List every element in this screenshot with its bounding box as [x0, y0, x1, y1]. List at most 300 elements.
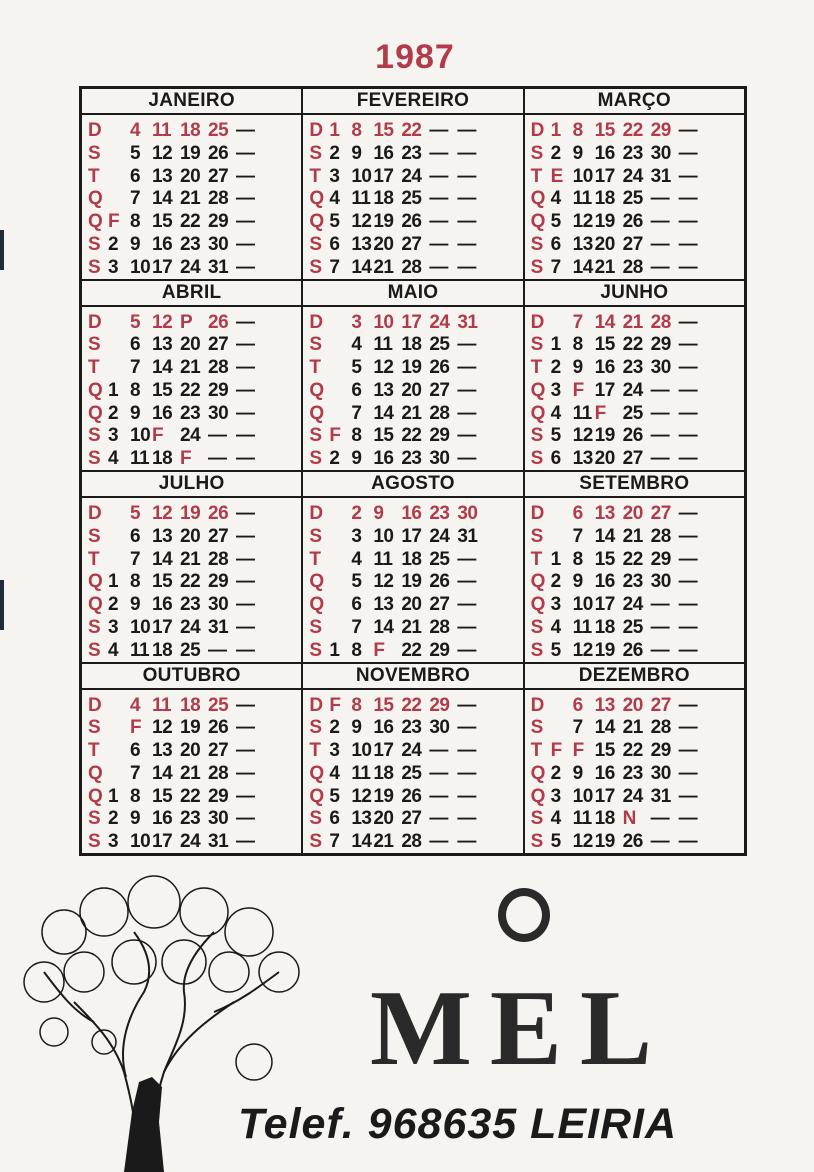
day-cell: 5 — [130, 142, 141, 164]
day-cell: 11 — [572, 188, 592, 210]
day-cell: — — [429, 165, 448, 187]
day-cell: 26 — [208, 142, 229, 164]
day-cell: 26 — [401, 211, 422, 232]
day-cell — [551, 504, 573, 523]
weekday-label: S — [88, 448, 101, 469]
day-cell: 23 — [401, 448, 422, 469]
weekday-label: Q — [88, 188, 103, 210]
week-row — [309, 504, 518, 523]
day-cell: 3 — [550, 785, 561, 807]
weekday-label: S — [88, 525, 101, 547]
day-cell: 13 — [594, 694, 615, 716]
day-cell: 16 — [152, 808, 173, 830]
day-cell: 29 — [650, 740, 671, 761]
day-cell: 11 — [130, 639, 150, 661]
day-cell: 5 — [550, 831, 561, 852]
day-cell: 23 — [622, 357, 643, 378]
day-cell: 29 — [650, 548, 671, 570]
month-name: MAIO — [303, 281, 522, 307]
day-cell — [108, 358, 130, 377]
week-row — [531, 641, 740, 660]
weekday-label: S — [88, 639, 101, 661]
day-cell: 25 — [622, 616, 643, 638]
day-cell: 2 — [351, 503, 362, 524]
day-cell: 27 — [208, 525, 229, 547]
day-cell: — — [457, 256, 476, 278]
day-cell: 29 — [429, 639, 450, 661]
day-cell: 6 — [329, 808, 340, 830]
week-row — [309, 144, 518, 163]
day-cell: — — [236, 142, 255, 164]
contact-line: Telef. 968635 LEIRIA — [238, 1100, 678, 1148]
day-cell: — — [457, 165, 476, 187]
day-cell: — — [457, 831, 476, 852]
day-cell: 30 — [208, 594, 229, 615]
day-cell: 19 — [180, 717, 201, 739]
day-cell: 1 — [550, 334, 561, 356]
month-block — [524, 471, 745, 663]
day-cell — [108, 527, 130, 546]
day-cell: 6 — [130, 740, 141, 761]
week-row — [88, 121, 297, 140]
week-row — [309, 718, 518, 737]
day-cell: — — [457, 120, 476, 141]
day-cell: 29 — [429, 425, 450, 447]
day-cell: — — [678, 425, 698, 447]
week-row — [531, 718, 740, 737]
day-cell: — — [457, 717, 476, 739]
day-cell: 3 — [108, 425, 119, 447]
day-cell: 20 — [622, 694, 643, 716]
weekday-label: S — [309, 448, 322, 469]
day-cell: — — [457, 142, 476, 164]
weekday-label: D — [309, 694, 323, 716]
weekday-label: S — [88, 256, 101, 278]
day-cell: 20 — [373, 233, 394, 255]
weekday-label: Q — [309, 188, 324, 210]
day-cell — [329, 572, 351, 591]
day-cell: — — [650, 448, 670, 469]
day-cell — [329, 404, 351, 423]
day-cell: 27 — [208, 165, 229, 187]
week-row — [88, 313, 297, 332]
day-cell: 30 — [650, 762, 671, 784]
month-name: ABRIL — [82, 281, 301, 307]
day-cell: 5 — [550, 425, 561, 447]
day-cell: 23 — [401, 142, 422, 164]
week-row — [88, 572, 297, 591]
day-cell: — — [678, 165, 698, 187]
weekday-label: S — [530, 639, 543, 661]
weekday-label: S — [88, 233, 101, 255]
day-cell: 21 — [594, 256, 615, 278]
weekday-label: Q — [309, 594, 324, 615]
month-name: OUTUBRO — [82, 664, 301, 690]
week-row — [309, 641, 518, 660]
week-row — [531, 381, 740, 400]
day-cell: 16 — [401, 503, 422, 524]
day-cell: — — [236, 785, 255, 807]
week-row — [309, 235, 518, 254]
day-cell: — — [678, 311, 698, 333]
day-cell: 23 — [622, 571, 643, 593]
week-row — [309, 167, 518, 186]
weekday-label: S — [88, 717, 101, 739]
day-cell: 6 — [130, 165, 141, 187]
week-row — [531, 212, 740, 231]
day-cell: 15 — [594, 334, 615, 356]
day-cell: 7 — [572, 717, 583, 739]
day-cell: 12 — [152, 311, 173, 333]
day-cell: 25 — [429, 334, 450, 356]
week-row — [309, 618, 518, 637]
day-cell: 10 — [373, 311, 394, 333]
day-cell: 24 — [622, 379, 643, 401]
day-cell: 20 — [401, 594, 422, 615]
day-cell: 25 — [180, 639, 201, 661]
weekday-label: S — [88, 831, 101, 852]
month-block — [302, 471, 523, 663]
week-row — [88, 258, 297, 277]
day-cell: 18 — [180, 694, 201, 716]
week-row — [531, 572, 740, 591]
day-cell — [108, 313, 130, 332]
day-cell: N — [622, 808, 636, 830]
day-cell: 31 — [650, 165, 671, 187]
day-cell — [108, 718, 130, 737]
day-cell: 17 — [401, 311, 422, 333]
week-row — [309, 426, 518, 445]
week-row — [88, 550, 297, 569]
day-cell: 9 — [572, 357, 583, 378]
day-cell: 5 — [351, 571, 362, 593]
day-cell: — — [457, 379, 476, 401]
day-cell: 12 — [351, 785, 372, 807]
day-cell: 12 — [152, 142, 173, 164]
month-name: AGOSTO — [303, 472, 522, 498]
day-cell: 9 — [572, 762, 583, 784]
week-row — [309, 741, 518, 760]
day-cell: 27 — [401, 233, 422, 255]
weekday-label: Q — [309, 571, 324, 593]
day-cell: 11 — [152, 694, 172, 716]
day-cell: 17 — [373, 165, 394, 187]
day-cell: 31 — [208, 616, 229, 638]
day-cell: 27 — [401, 808, 422, 830]
day-cell: 4 — [550, 402, 561, 424]
day-cell: 30 — [650, 357, 671, 378]
day-cell: 12 — [373, 571, 394, 593]
month-name: JUNHO — [525, 281, 744, 307]
weekday-label: S — [309, 831, 322, 852]
day-cell: 8 — [351, 425, 362, 447]
weekday-label: S — [309, 808, 322, 830]
day-cell: — — [236, 762, 255, 784]
day-cell: 22 — [401, 694, 422, 716]
week-row — [88, 335, 297, 354]
week-row — [88, 718, 297, 737]
day-cell: 1 — [550, 548, 561, 570]
day-cell: 2 — [108, 233, 119, 255]
day-cell: — — [429, 120, 448, 141]
weekday-label: S — [88, 616, 101, 638]
day-cell: 19 — [594, 831, 615, 852]
day-cell: 21 — [180, 357, 201, 378]
day-cell: 12 — [351, 211, 372, 232]
day-cell: 1 — [108, 571, 119, 593]
day-cell: 30 — [208, 233, 229, 255]
day-cell: 12 — [152, 717, 173, 739]
week-row — [531, 527, 740, 546]
day-cell: 14 — [152, 762, 173, 784]
day-cell: 8 — [130, 211, 141, 232]
day-cell: 20 — [180, 525, 201, 547]
day-cell: — — [650, 188, 670, 210]
day-cell: 10 — [351, 740, 372, 761]
day-cell: 27 — [208, 740, 229, 761]
day-cell: 22 — [401, 120, 422, 141]
day-cell: — — [236, 717, 255, 739]
day-cell: 9 — [351, 448, 362, 469]
day-cell: 10 — [572, 594, 593, 615]
day-cell: 25 — [208, 120, 229, 141]
day-cell: — — [457, 571, 476, 593]
weekday-label: S — [530, 808, 543, 830]
weekday-label: T — [88, 357, 100, 378]
day-cell — [329, 358, 351, 377]
week-row — [88, 832, 297, 851]
day-cell: — — [650, 831, 670, 852]
day-cell: 13 — [373, 594, 394, 615]
week-row — [531, 504, 740, 523]
weekday-label: S — [530, 233, 543, 255]
day-cell: 21 — [373, 831, 394, 852]
day-cell: 24 — [622, 165, 643, 187]
day-cell — [108, 550, 130, 569]
day-cell: 13 — [152, 740, 173, 761]
day-cell: 9 — [130, 808, 141, 830]
day-cell: 11 — [572, 402, 592, 424]
day-cell: 28 — [650, 717, 671, 739]
day-cell: — — [236, 425, 255, 447]
week-row — [88, 449, 297, 468]
day-cell: — — [678, 594, 698, 615]
day-cell: 24 — [180, 256, 201, 278]
day-cell: 4 — [351, 334, 362, 356]
day-cell: 11 — [572, 808, 592, 830]
day-cell: 3 — [351, 311, 362, 333]
day-cell: 15 — [594, 120, 615, 141]
day-cell: 4 — [550, 808, 561, 830]
day-cell: 15 — [373, 120, 394, 141]
day-cell: 25 — [401, 762, 422, 784]
day-cell: 17 — [152, 616, 173, 638]
day-cell: 22 — [622, 120, 643, 141]
day-cell: 2 — [329, 717, 340, 739]
day-cell: 6 — [550, 233, 561, 255]
weekday-label: S — [309, 525, 322, 547]
day-cell: 14 — [594, 717, 615, 739]
week-row — [309, 121, 518, 140]
day-cell: 17 — [152, 831, 173, 852]
day-cell: 28 — [429, 616, 450, 638]
weekday-label: Q — [309, 762, 324, 784]
day-cell: 28 — [208, 762, 229, 784]
day-cell: 19 — [594, 639, 615, 661]
day-cell: 30 — [457, 503, 478, 524]
day-cell: — — [678, 379, 698, 401]
day-cell: 31 — [457, 525, 478, 547]
day-cell: 8 — [351, 639, 362, 661]
day-cell: 30 — [208, 402, 229, 424]
day-cell: 2 — [550, 762, 561, 784]
day-cell: 6 — [130, 525, 141, 547]
day-cell: 30 — [429, 717, 450, 739]
day-cell: 14 — [351, 256, 372, 278]
weekday-label: S — [530, 448, 543, 469]
weekday-label: S — [530, 616, 543, 638]
day-cell: — — [457, 425, 476, 447]
day-cell: 28 — [429, 402, 450, 424]
day-cell: 1 — [108, 785, 119, 807]
day-cell: — — [650, 616, 670, 638]
edge-mark — [0, 580, 4, 630]
weekday-label: S — [309, 639, 322, 661]
day-cell — [329, 381, 351, 400]
weekday-label: S — [88, 142, 101, 164]
day-cell: 2 — [550, 571, 561, 593]
weekday-label: Q — [530, 402, 545, 424]
day-cell: 4 — [329, 762, 340, 784]
day-cell: — — [678, 525, 698, 547]
day-cell: 10 — [572, 165, 593, 187]
edge-mark — [0, 230, 4, 270]
weekday-label: Q — [309, 785, 324, 807]
day-cell: — — [650, 425, 670, 447]
day-cell: — — [236, 334, 255, 356]
day-cell: 4 — [550, 616, 561, 638]
day-cell: 28 — [208, 357, 229, 378]
day-cell: 18 — [401, 334, 422, 356]
day-cell: — — [457, 808, 476, 830]
month-block — [302, 88, 523, 280]
month-block — [81, 88, 302, 280]
day-cell: — — [678, 142, 698, 164]
week-row — [88, 404, 297, 423]
weekday-label: S — [309, 334, 322, 356]
day-cell: 8 — [572, 120, 583, 141]
day-cell: F — [180, 448, 192, 469]
weekday-label: Q — [88, 379, 103, 401]
day-cell: — — [208, 639, 227, 661]
week-row — [531, 144, 740, 163]
day-cell: — — [678, 120, 698, 141]
day-cell: 14 — [351, 831, 372, 852]
week-row — [88, 764, 297, 783]
weekday-label: Q — [88, 594, 103, 615]
day-cell: — — [208, 448, 227, 469]
day-cell: F — [152, 425, 164, 447]
day-cell: — — [678, 233, 698, 255]
weekday-label: S — [530, 717, 543, 739]
day-cell: 3 — [108, 831, 119, 852]
day-cell: 25 — [429, 548, 450, 570]
day-cell: 15 — [152, 379, 173, 401]
day-cell: 24 — [429, 525, 450, 547]
day-cell: 11 — [373, 334, 393, 356]
day-cell: 2 — [108, 402, 119, 424]
day-cell: 7 — [351, 616, 362, 638]
day-cell: — — [678, 639, 698, 661]
day-cell: 24 — [622, 594, 643, 615]
day-cell: 23 — [622, 142, 643, 164]
day-cell: 8 — [572, 334, 583, 356]
day-cell: 2 — [550, 142, 561, 164]
week-row — [531, 404, 740, 423]
day-cell: 29 — [650, 120, 671, 141]
day-cell: 22 — [180, 211, 201, 232]
day-cell: 2 — [550, 357, 561, 378]
day-cell — [551, 313, 573, 332]
day-cell: — — [429, 256, 448, 278]
day-cell: 1 — [329, 120, 340, 141]
day-cell: — — [678, 334, 698, 356]
day-cell: — — [650, 594, 670, 615]
day-cell: 15 — [152, 785, 173, 807]
day-cell: 4 — [130, 694, 141, 716]
day-cell: — — [236, 571, 255, 593]
weekday-label: Q — [309, 211, 324, 232]
week-row — [88, 504, 297, 523]
day-cell: 6 — [130, 334, 141, 356]
day-cell: 20 — [180, 740, 201, 761]
day-cell: 27 — [650, 694, 671, 716]
day-cell: — — [457, 594, 476, 615]
day-cell: F — [373, 639, 385, 661]
week-row — [88, 641, 297, 660]
weekday-label: S — [309, 142, 322, 164]
week-row — [531, 741, 740, 760]
weekday-label: S — [309, 233, 322, 255]
day-cell: 8 — [572, 548, 583, 570]
week-row — [531, 449, 740, 468]
day-cell: 10 — [572, 785, 593, 807]
week-row — [88, 189, 297, 208]
weekday-label: S — [309, 717, 322, 739]
day-cell: — — [650, 256, 670, 278]
day-cell: 16 — [152, 402, 173, 424]
day-cell: 30 — [208, 808, 229, 830]
day-cell: — — [678, 548, 698, 570]
day-cell: — — [236, 233, 255, 255]
month-block — [302, 663, 523, 855]
day-cell: 7 — [550, 256, 561, 278]
day-cell: 10 — [130, 831, 151, 852]
day-cell: — — [236, 694, 255, 716]
month-name: FEVEREIRO — [303, 89, 522, 115]
day-cell: — — [236, 808, 255, 830]
day-cell: 26 — [622, 425, 643, 447]
day-cell: 29 — [208, 785, 229, 807]
day-cell: 15 — [373, 694, 394, 716]
day-cell: 8 — [130, 379, 141, 401]
week-row — [88, 381, 297, 400]
day-cell: — — [457, 448, 476, 469]
month-block — [81, 663, 302, 855]
day-cell: 20 — [401, 379, 422, 401]
week-row — [531, 764, 740, 783]
week-row — [309, 832, 518, 851]
